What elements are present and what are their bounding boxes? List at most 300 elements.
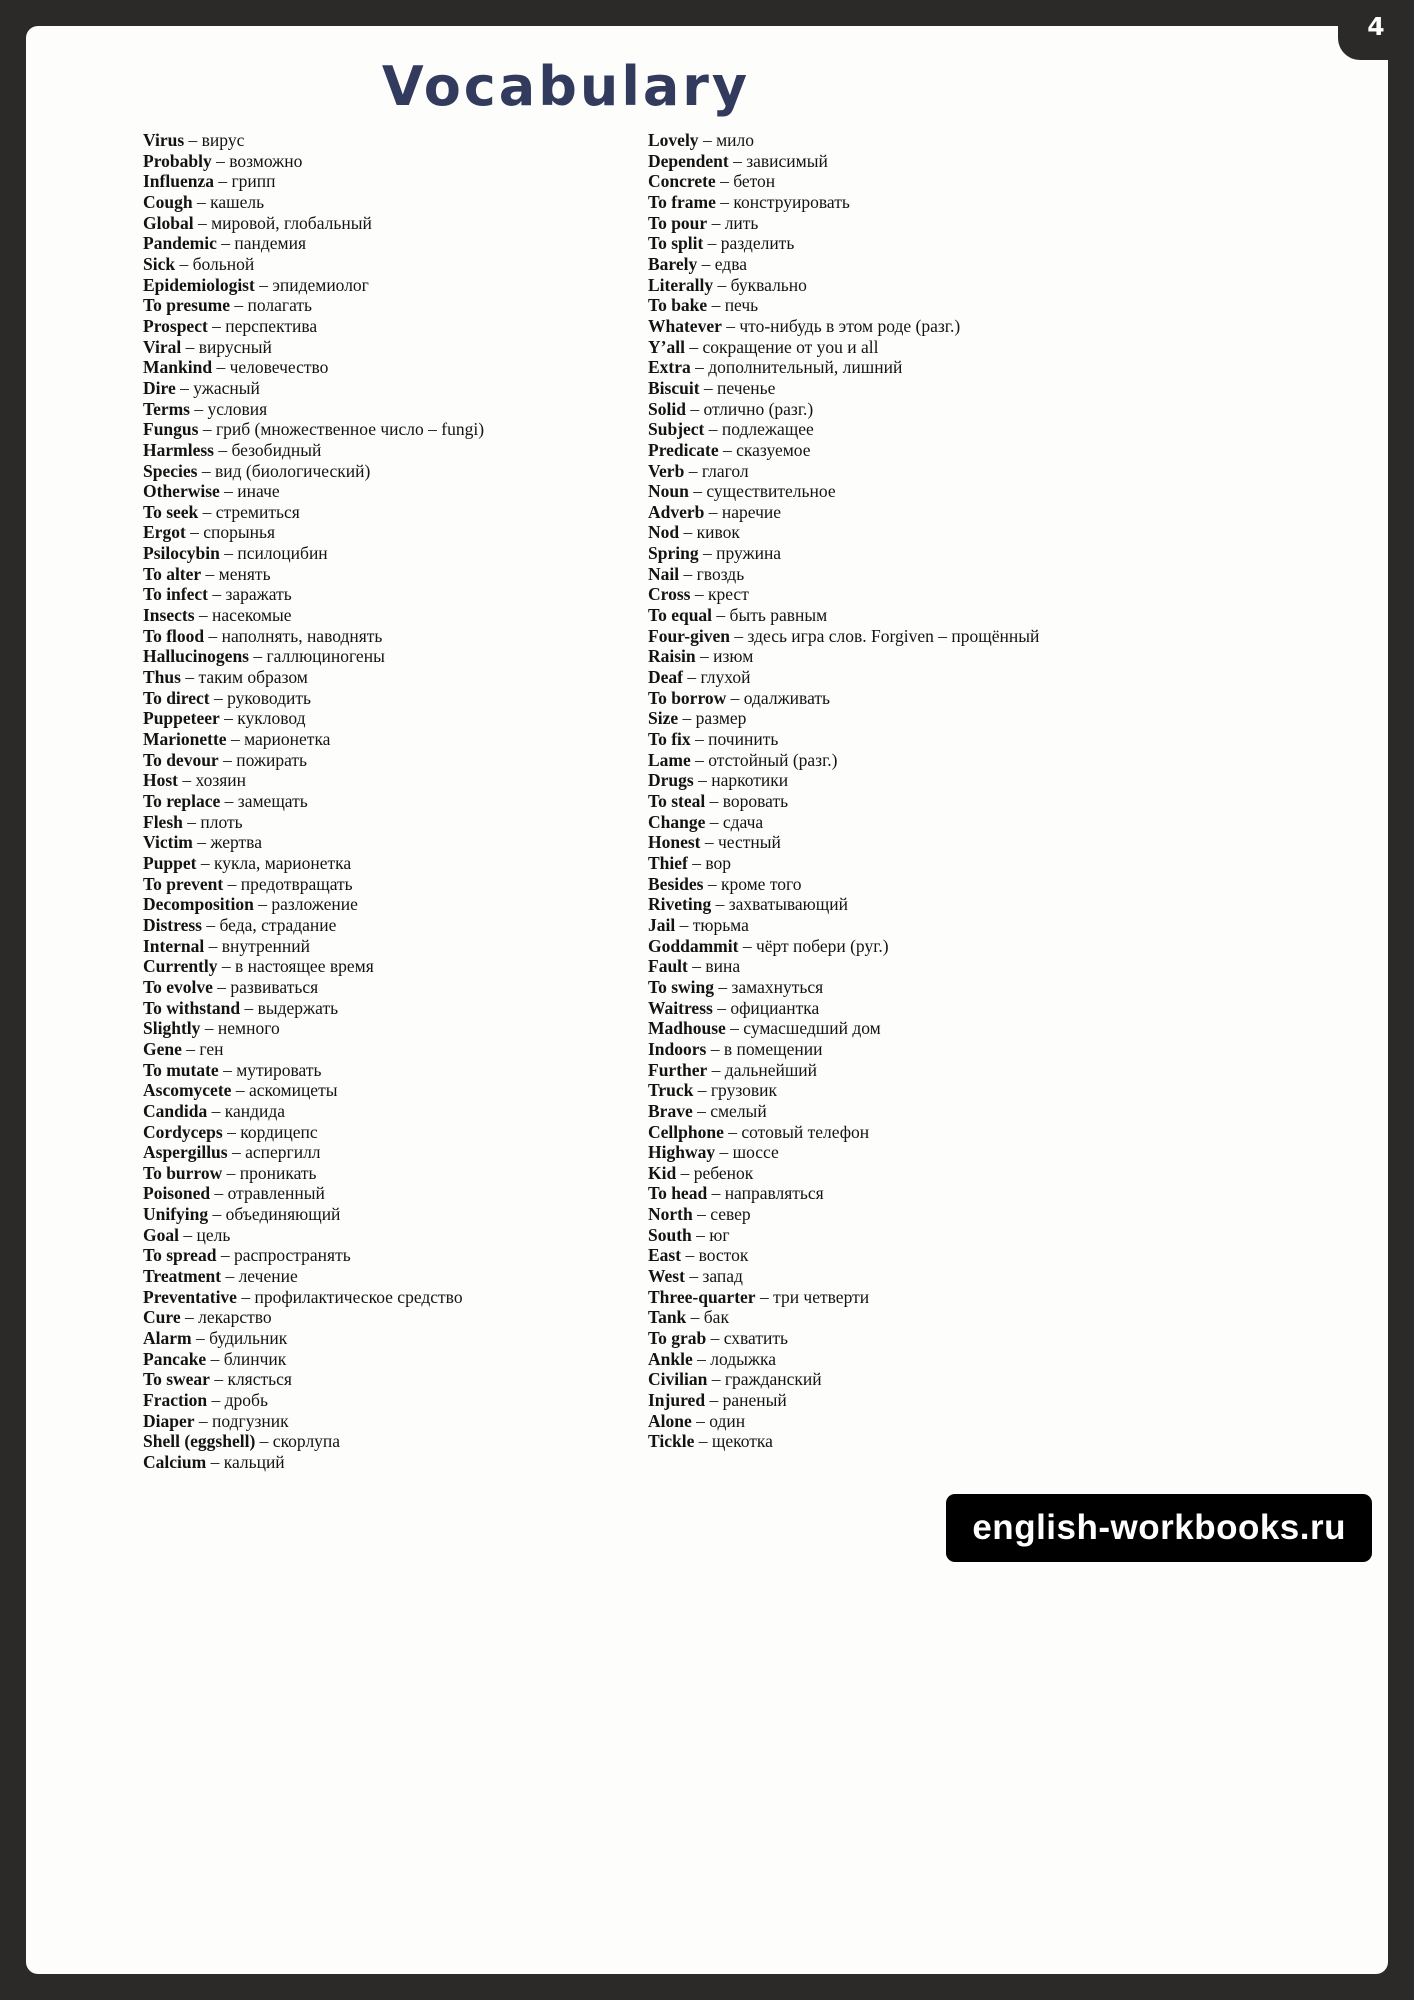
vocab-definition: возможно	[229, 150, 303, 171]
vocab-term: Insects	[143, 605, 195, 626]
vocab-entry	[648, 1328, 1048, 1349]
vocab-term: To flood	[143, 625, 205, 646]
vocab-definition: починить	[708, 729, 779, 750]
vocab-definition: буквально	[730, 274, 807, 295]
dash-separator: –	[191, 1328, 210, 1349]
vocab-entry	[143, 461, 648, 482]
vocab-term: Pandemic	[143, 233, 217, 254]
vocab-term: Unifying	[143, 1204, 209, 1225]
vocab-term: Fraction	[143, 1390, 208, 1411]
dash-separator: –	[705, 791, 723, 811]
dash-separator: –	[218, 749, 237, 770]
vocab-definition: замахнуться	[731, 976, 824, 997]
dash-separator: –	[210, 1183, 228, 1204]
vocab-entry	[648, 688, 1048, 709]
dash-separator: –	[721, 315, 740, 336]
vocab-definition: чёрт побери (руг.)	[755, 935, 889, 956]
vocab-entry	[648, 584, 1048, 605]
vocab-definition: кукла, марионетка	[213, 852, 352, 873]
vocab-entry	[143, 1411, 648, 1432]
vocab-definition: в помещении	[723, 1038, 823, 1059]
vocab-entry	[648, 708, 1048, 729]
vocab-definition: сокращение от you и all	[702, 336, 879, 357]
vocab-entry	[143, 233, 648, 254]
vocab-definition: руководить	[227, 687, 312, 708]
vocab-definition: гвоздь	[696, 563, 745, 584]
vocab-definition: профилактическое средство	[254, 1286, 463, 1307]
vocab-entry	[648, 130, 1048, 151]
vocab-term: To evolve	[143, 976, 213, 997]
vocab-definition: цель	[196, 1224, 231, 1245]
vocab-entry	[648, 564, 1048, 585]
dash-separator: –	[707, 212, 725, 233]
vocab-column-left	[143, 130, 648, 1473]
vocab-entry	[143, 419, 648, 440]
vocab-entry	[648, 770, 1048, 791]
vocab-definition: ребенок	[693, 1162, 754, 1183]
vocab-entry	[143, 998, 648, 1019]
vocab-entry	[648, 1163, 1048, 1184]
dash-separator: –	[711, 894, 729, 915]
vocab-definition: восток	[698, 1245, 749, 1266]
vocab-definition: официантка	[730, 997, 820, 1018]
vocab-term: Barely	[648, 253, 698, 274]
dash-separator: –	[197, 460, 215, 481]
vocab-definition: в настоящее время	[235, 956, 374, 977]
dash-separator: –	[704, 419, 722, 440]
vocab-definition: щекотка	[711, 1431, 773, 1452]
dash-separator: –	[221, 1266, 239, 1287]
vocab-entry	[143, 171, 648, 192]
vocab-definition: изюм	[713, 646, 754, 667]
dash-separator: –	[675, 914, 693, 935]
vocab-entry	[143, 1142, 648, 1163]
dash-separator: –	[681, 1245, 699, 1266]
vocab-definition: распространять	[233, 1245, 351, 1266]
vocab-entry	[648, 750, 1048, 771]
vocab-entry	[143, 316, 648, 337]
vocab-definition: дробь	[224, 1390, 268, 1411]
dash-separator: –	[684, 336, 703, 357]
vocab-term: To pour	[648, 212, 708, 233]
vocab-definition: сказуемое	[736, 439, 811, 460]
dash-separator: –	[219, 481, 238, 502]
dash-separator: –	[255, 1431, 273, 1452]
vocab-entry	[648, 1390, 1048, 1411]
vocab-term: Goal	[143, 1224, 179, 1245]
vocab-definition: больной	[192, 253, 255, 274]
dash-separator: –	[755, 1286, 774, 1307]
vocab-definition: лечение	[238, 1266, 298, 1287]
vocab-term: Further	[648, 1059, 708, 1080]
dash-separator: –	[707, 1183, 725, 1204]
vocab-entry	[143, 874, 648, 895]
vocab-entry	[143, 956, 648, 977]
dash-separator: –	[697, 253, 715, 274]
vocab-entry	[143, 894, 648, 915]
vocab-entry	[143, 605, 648, 626]
vocab-term: Victim	[143, 832, 193, 853]
vocab-entry	[143, 543, 648, 564]
dash-separator: –	[207, 1390, 225, 1411]
vocab-definition: печь	[724, 295, 759, 316]
vocab-term: Hallucinogens	[143, 646, 249, 667]
dash-separator: –	[230, 295, 248, 316]
dash-separator: –	[198, 501, 216, 522]
dash-separator: –	[194, 605, 213, 626]
vocab-definition: разложение	[271, 894, 358, 915]
vocab-term: Preventative	[143, 1286, 237, 1307]
dash-separator: –	[705, 1390, 723, 1411]
vocab-definition: блинчик	[223, 1348, 287, 1369]
vocab-entry	[648, 192, 1048, 213]
dash-separator: –	[728, 150, 747, 171]
dash-separator: –	[679, 522, 697, 543]
dash-separator: –	[690, 729, 709, 750]
vocab-term: Cure	[143, 1307, 181, 1328]
vocab-entry	[648, 419, 1048, 440]
vocab-definition: скорлупа	[272, 1431, 341, 1452]
vocab-definition: мутировать	[236, 1059, 322, 1080]
vocab-term: Solid	[648, 398, 686, 419]
vocab-definition: раненый	[722, 1390, 787, 1411]
dash-separator: –	[222, 1162, 240, 1183]
vocab-term: Influenza	[143, 171, 214, 192]
vocab-term: Subject	[648, 419, 705, 440]
vocab-term: Thus	[143, 667, 181, 688]
vocab-definition: условия	[207, 398, 268, 419]
vocab-term: Size	[648, 708, 679, 729]
vocab-entry	[648, 894, 1048, 915]
vocab-term: Madhouse	[648, 1018, 726, 1039]
dash-separator: –	[725, 1018, 744, 1039]
vocab-definition: захватывающий	[728, 894, 848, 915]
vocab-term: Drugs	[648, 770, 694, 791]
vocab-definition: плоть	[200, 811, 243, 832]
vocab-entry	[648, 812, 1048, 833]
vocab-definition: лекарство	[198, 1307, 272, 1328]
vocab-definition: зависимый	[746, 150, 828, 171]
dash-separator: –	[686, 1307, 704, 1328]
vocab-entry	[143, 130, 648, 151]
vocab-entry	[143, 1183, 648, 1204]
vocab-entry	[648, 171, 1048, 192]
dash-separator: –	[190, 398, 208, 419]
vocab-entry	[143, 626, 648, 647]
vocab-entry	[648, 1307, 1048, 1328]
vocab-entry	[648, 316, 1048, 337]
vocab-definition: спорынья	[203, 522, 276, 543]
dash-separator: –	[676, 1162, 694, 1183]
vocab-definition: псилоцибин	[237, 543, 328, 564]
vocab-entry	[648, 646, 1048, 667]
vocab-term: To devour	[143, 749, 219, 770]
dash-separator: –	[678, 708, 696, 729]
vocab-column-right	[648, 130, 1048, 1473]
vocab-definition: наполнять, наводнять	[221, 625, 383, 646]
vocab-term: Poisoned	[143, 1183, 211, 1204]
dash-separator: –	[707, 1059, 725, 1080]
vocab-term: Gene	[143, 1038, 182, 1059]
dash-separator: –	[192, 191, 211, 212]
vocab-term: To replace	[143, 791, 221, 811]
dash-separator: –	[209, 1369, 228, 1390]
vocab-definition: что-нибудь в этом роде (разг.)	[739, 315, 961, 336]
vocab-term: Literally	[648, 274, 714, 295]
vocab-definition: аспергилл	[245, 1142, 321, 1163]
vocab-definition: проникать	[239, 1162, 317, 1183]
dash-separator: –	[698, 543, 717, 564]
vocab-definition: юг	[709, 1224, 730, 1245]
dash-separator: –	[240, 997, 258, 1018]
vocab-term: Marionette	[143, 729, 227, 750]
vocab-definition: отлично (разг.)	[703, 398, 814, 419]
vocab-definition: кукловод	[237, 708, 306, 729]
vocab-definition: быть равным	[729, 605, 828, 626]
vocab-definition: подлежащее	[721, 419, 814, 440]
vocab-entry	[648, 254, 1048, 275]
dash-separator: –	[694, 1431, 712, 1452]
vocab-term: Fault	[648, 956, 688, 977]
vocab-definition: сумасшедший дом	[743, 1018, 881, 1039]
dash-separator: –	[715, 171, 734, 192]
vocab-entry	[143, 522, 648, 543]
vocab-term: Distress	[143, 914, 202, 935]
vocab-entry	[143, 832, 648, 853]
vocab-term: To alter	[143, 563, 202, 584]
vocab-term: To split	[648, 233, 704, 254]
vocab-definition: один	[709, 1410, 746, 1431]
vocab-definition: внутренний	[221, 935, 310, 956]
vocab-entry	[648, 874, 1048, 895]
vocab-term: Extra	[648, 357, 691, 378]
vocab-term: Mankind	[143, 357, 213, 378]
vocab-term: Injured	[648, 1390, 706, 1411]
dash-separator: –	[180, 1307, 199, 1328]
dash-separator: –	[216, 1245, 234, 1266]
dash-separator: –	[690, 584, 708, 605]
vocab-term: To equal	[648, 605, 713, 626]
dash-separator: –	[682, 667, 701, 688]
dash-separator: –	[175, 253, 193, 274]
vocab-term: To prevent	[143, 873, 224, 894]
vocab-definition: вор	[705, 852, 732, 873]
vocab-term: Species	[143, 460, 198, 481]
dash-separator: –	[200, 1018, 218, 1039]
vocab-definition: беда, страдание	[219, 914, 337, 935]
dash-separator: –	[184, 130, 202, 150]
vocab-definition: бетон	[733, 171, 776, 192]
vocab-definition: шоссе	[732, 1142, 779, 1163]
vocab-term: Cough	[143, 191, 193, 212]
dash-separator: –	[718, 439, 737, 460]
vocab-entry	[143, 1431, 648, 1452]
dash-separator: –	[713, 976, 732, 997]
vocab-entry	[648, 522, 1048, 543]
vocab-entry	[648, 213, 1048, 234]
vocab-entry	[143, 667, 648, 688]
dash-separator: –	[691, 1410, 710, 1431]
vocab-term: Deaf	[648, 667, 683, 688]
vocab-term: Raisin	[648, 646, 696, 667]
vocab-term: To presume	[143, 295, 231, 316]
vocab-term: Dependent	[648, 150, 729, 171]
vocab-term: Verb	[648, 460, 685, 481]
vocab-definition: замещать	[237, 791, 308, 811]
vocab-definition: развиваться	[230, 976, 319, 997]
page-number: 4	[1367, 11, 1385, 41]
vocab-term: Predicate	[648, 439, 719, 460]
vocab-definition: смелый	[710, 1100, 767, 1121]
vocab-term: Goddammit	[648, 935, 739, 956]
vocab-term: To frame	[648, 191, 716, 212]
vocab-definition: жертва	[210, 832, 262, 853]
vocab-entry	[143, 564, 648, 585]
vocab-entry	[648, 1122, 1048, 1143]
vocab-definition: запад	[702, 1266, 743, 1287]
vocab-entry	[143, 688, 648, 709]
vocab-definition: вирус	[201, 130, 245, 150]
vocab-entry	[648, 295, 1048, 316]
vocab-term: Epidemiologist	[143, 274, 255, 295]
vocab-term: Riveting	[648, 894, 712, 915]
dash-separator: –	[712, 997, 731, 1018]
dash-separator: –	[691, 1224, 710, 1245]
dash-separator: –	[692, 1204, 711, 1225]
vocab-definition: бак	[703, 1307, 729, 1328]
vocab-definition: мило	[716, 130, 754, 150]
vocab-definition: конструировать	[733, 191, 850, 212]
vocab-entry	[143, 1245, 648, 1266]
vocab-term: Psilocybin	[143, 543, 220, 564]
vocab-entry	[143, 1390, 648, 1411]
vocab-definition: кандида	[224, 1100, 286, 1121]
vocab-term: To fix	[648, 729, 691, 750]
vocab-entry	[143, 791, 648, 812]
dash-separator: –	[209, 687, 228, 708]
vocab-term: To seek	[143, 501, 199, 522]
vocab-term: Nod	[648, 522, 680, 543]
vocab-entry	[648, 998, 1048, 1019]
vocab-entry	[143, 378, 648, 399]
dash-separator: –	[226, 729, 245, 750]
vocab-term: Brave	[648, 1100, 693, 1121]
vocab-term: Spring	[648, 543, 699, 564]
dash-separator: –	[207, 584, 226, 605]
vocab-term: Lame	[648, 749, 691, 770]
vocab-definition: сдача	[722, 811, 764, 832]
vocab-entry	[648, 481, 1048, 502]
vocab-entry	[143, 1369, 648, 1390]
dash-separator: –	[213, 439, 232, 460]
vocab-definition: север	[710, 1204, 751, 1225]
dash-separator: –	[211, 150, 230, 171]
dash-separator: –	[712, 605, 730, 626]
dash-separator: –	[699, 377, 718, 398]
vocab-entry	[648, 1204, 1048, 1225]
vocab-definition: будильник	[209, 1328, 288, 1349]
vocab-term: To steal	[648, 791, 706, 811]
dash-separator: –	[206, 1452, 224, 1472]
vocab-definition: кивок	[696, 522, 740, 543]
vocab-term: Y’all	[648, 336, 685, 357]
vocab-definition: одалживать	[743, 687, 831, 708]
dash-separator: –	[723, 1121, 742, 1142]
dash-separator: –	[703, 233, 721, 254]
vocab-term: Terms	[143, 398, 190, 419]
vocab-entry	[648, 1287, 1048, 1308]
dash-separator: –	[204, 625, 222, 646]
dash-separator: –	[217, 956, 236, 977]
vocab-entry	[143, 1039, 648, 1060]
vocab-entry	[143, 440, 648, 461]
vocab-entry	[143, 399, 648, 420]
vocab-term: Cordyceps	[143, 1121, 223, 1142]
dash-separator: –	[212, 357, 230, 378]
dash-separator: –	[706, 1328, 724, 1349]
vocab-entry	[648, 667, 1048, 688]
vocab-term: Fungus	[143, 419, 199, 440]
vocab-entry	[143, 853, 648, 874]
vocab-entry	[143, 1307, 648, 1328]
vocab-entry	[648, 1039, 1048, 1060]
vocab-term: Biscuit	[648, 377, 700, 398]
dash-separator: –	[715, 191, 734, 212]
vocab-term: Otherwise	[143, 481, 220, 502]
vocab-definition: насекомые	[212, 605, 292, 626]
vocab-definition: схватить	[723, 1328, 788, 1349]
dash-separator: –	[196, 852, 214, 873]
dash-separator: –	[729, 625, 748, 646]
vocab-term: To borrow	[648, 687, 727, 708]
vocab-entry	[143, 1204, 648, 1225]
vocab-term: Global	[143, 212, 194, 233]
dash-separator: –	[222, 1121, 241, 1142]
dash-separator: –	[684, 460, 702, 481]
dash-separator: –	[208, 1204, 226, 1225]
dash-separator: –	[706, 1038, 724, 1059]
vocab-term: Ascomycete	[143, 1080, 232, 1101]
vocab-definition: перспектива	[225, 315, 318, 336]
vocab-definition: грузовик	[710, 1080, 778, 1101]
dash-separator: –	[178, 1224, 197, 1245]
vocab-term: To grab	[648, 1328, 707, 1349]
vocab-entry	[648, 791, 1048, 812]
vocab-term: Concrete	[648, 171, 716, 192]
dash-separator: –	[175, 377, 194, 398]
dash-separator: –	[692, 1100, 711, 1121]
dash-separator: –	[685, 398, 704, 419]
page-title: Vocabulary	[381, 55, 751, 118]
vocab-term: Prospect	[143, 315, 208, 336]
dash-separator: –	[231, 1080, 249, 1101]
site-badge: english-workbooks.ru	[946, 1494, 1372, 1562]
vocab-entry	[648, 502, 1048, 523]
vocab-definition: кроме того	[720, 873, 802, 894]
vocab-entry	[648, 357, 1048, 378]
vocab-definition: немного	[217, 1018, 280, 1039]
vocab-definition: аскомицеты	[248, 1080, 338, 1101]
vocab-definition: тюрьма	[692, 914, 749, 935]
dash-separator: –	[219, 708, 238, 729]
dash-separator: –	[690, 749, 709, 770]
vocab-definition: глухой	[700, 667, 751, 688]
vocab-entry	[648, 1101, 1048, 1122]
vocab-term: Puppeteer	[143, 708, 220, 729]
vocab-term: To burrow	[143, 1162, 223, 1183]
vocab-definition: здесь игра слов. Forgiven – прощённый	[747, 625, 1040, 646]
vocab-definition: эпидемиолог	[272, 274, 369, 295]
